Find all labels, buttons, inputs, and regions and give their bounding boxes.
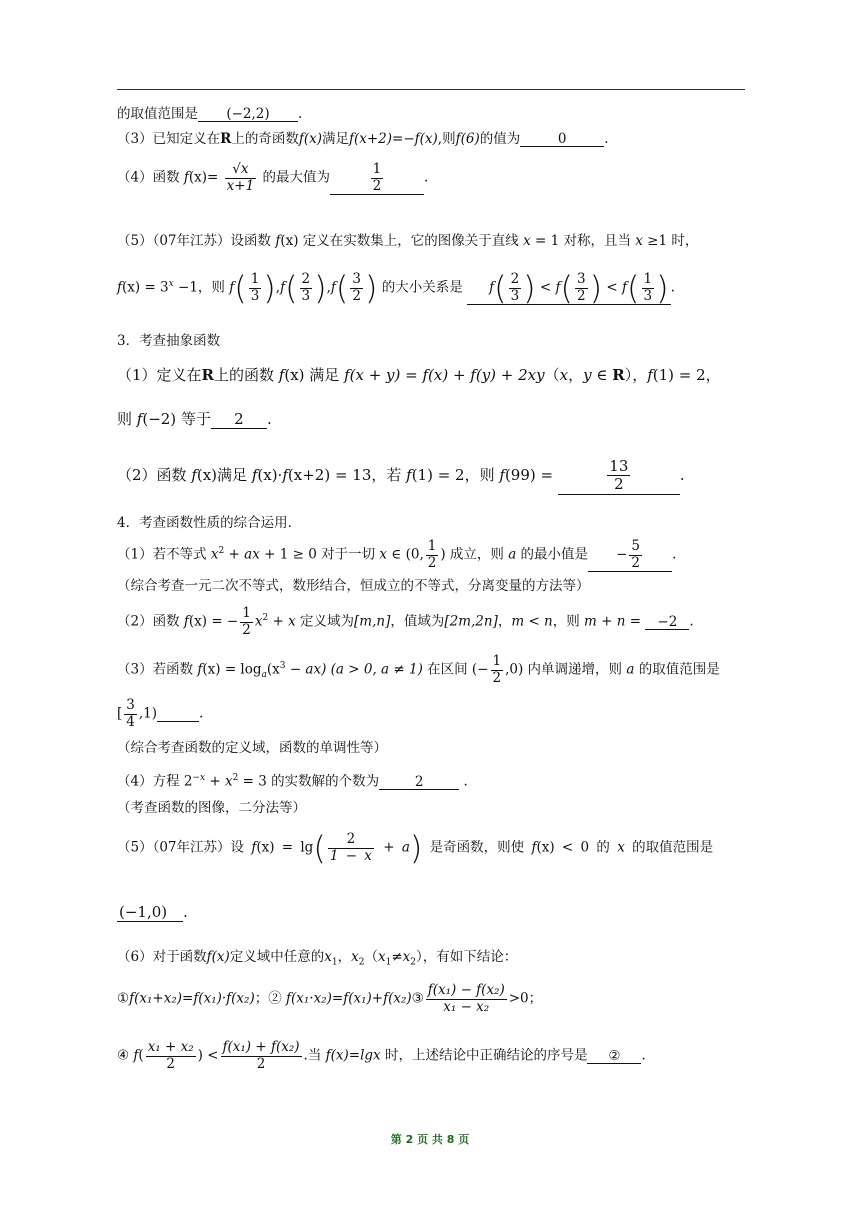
text: ④: [117, 1047, 134, 1064]
exponent: 2: [232, 773, 239, 783]
fraction: [426, 539, 439, 571]
math: f: [622, 279, 628, 296]
paren: ): [365, 269, 378, 308]
math: − ax): [285, 661, 327, 678]
math: f(x+2)=−f(x): [348, 131, 438, 147]
text: 满足: [321, 131, 349, 147]
fraction: [642, 272, 655, 304]
period: .: [459, 773, 468, 790]
numerator: 1: [643, 271, 653, 287]
math: f: [117, 279, 122, 296]
math: f: [406, 465, 412, 484]
math: (x) = log: [202, 661, 262, 678]
text: 的取值范围是: [634, 661, 720, 678]
fraction: [240, 606, 253, 638]
math: (x) = −: [188, 613, 239, 630]
answer: 2: [414, 773, 424, 790]
math: f: [278, 366, 285, 384]
note-text: （综合考查函数的定义域，函数的单调性等）: [117, 740, 387, 756]
page-footer: 第 2 页 共 8 页: [390, 1133, 470, 1146]
text: 的最小值是: [516, 546, 589, 563]
period: .: [604, 131, 609, 147]
denominator: 2: [427, 554, 437, 571]
paren: (: [560, 269, 574, 308]
note-4-1: [117, 578, 590, 594]
fraction: [124, 698, 137, 730]
denominator: 2: [631, 554, 641, 571]
answer: ②: [608, 1047, 621, 1064]
comma: ,: [275, 279, 281, 296]
math: f: [251, 465, 258, 484]
numerator: 3: [126, 697, 135, 713]
paren: (: [285, 269, 298, 308]
math: (x) = 3: [122, 279, 169, 296]
math: x: [254, 613, 263, 630]
math: m + n: [584, 613, 626, 630]
subscript: 1: [385, 957, 392, 968]
text: ,则: [437, 131, 456, 147]
numerator: 1: [492, 653, 502, 669]
math: [2m,2n]: [444, 613, 498, 630]
text: （: [544, 366, 560, 384]
math: f(x)=lgx: [325, 1047, 381, 1064]
text: 的: [589, 839, 618, 856]
text: >0；: [508, 990, 543, 1007]
numerator: 2: [346, 831, 356, 847]
paren: (: [627, 269, 640, 308]
math: x: [225, 773, 233, 790]
text: （5）（07年江苏）设函数: [117, 233, 276, 249]
paren: ): [263, 269, 276, 308]
math: f: [133, 1047, 139, 1064]
text: ），: [624, 366, 648, 384]
text: ，值域为: [390, 613, 445, 630]
math: x: [402, 949, 411, 965]
math: x: [288, 613, 296, 630]
paren: ): [656, 269, 669, 308]
answer-blank: [645, 615, 689, 630]
answer: 0: [557, 131, 567, 147]
set-R: R: [220, 131, 232, 147]
text: 上的奇函数: [231, 131, 299, 147]
numerator: 3: [577, 271, 586, 287]
paren: ): [409, 829, 423, 868]
numerator: 1: [427, 538, 437, 554]
math: =: [207, 169, 219, 186]
math: (1): [411, 465, 433, 484]
denominator: x+1: [226, 177, 255, 194]
answer-blank: [211, 412, 267, 429]
math: (x): [284, 366, 305, 384]
text: = 2，则: [432, 465, 500, 484]
lt: <: [606, 279, 618, 296]
numerator: f(x₁) − f(x₂): [427, 982, 505, 998]
answer-blank: [330, 162, 424, 195]
math: (: [138, 1047, 144, 1064]
math: f(x): [206, 949, 230, 965]
text: + 1 ≥ 0 对于一切: [259, 546, 380, 563]
problem-3-2: [117, 458, 685, 495]
period: .: [423, 169, 429, 186]
math: x: [377, 949, 386, 965]
math: f(x₁+x₂)=f(x₁)·f(x₂): [129, 990, 255, 1007]
set-R: R: [612, 366, 625, 384]
paren: (: [335, 269, 349, 308]
math: (x): [280, 233, 299, 249]
comma: ,: [326, 279, 331, 296]
text: （5）（07年江苏）设: [117, 839, 252, 856]
subscript: 1: [331, 957, 338, 968]
text: 满足: [304, 366, 345, 384]
math: x: [210, 546, 219, 563]
period: .: [670, 279, 675, 296]
math: f(x₁·x₂)=f(x₁)+f(x₂): [286, 990, 412, 1007]
numerator: x₁ + x₂: [147, 1039, 194, 1055]
numerator: 5: [631, 538, 641, 554]
math: a: [508, 546, 517, 563]
period: .: [672, 546, 677, 563]
fraction: [509, 272, 522, 304]
problem-2-5-cont: [117, 269, 675, 308]
text: （2）函数: [117, 465, 192, 484]
answer: (−1,0): [119, 903, 168, 921]
math: f: [197, 661, 203, 678]
text: 是奇函数，则使: [422, 839, 532, 856]
text: （1）若不等式: [117, 546, 211, 563]
math: a: [626, 661, 635, 678]
text: 时，上述结论中正确结论的序号是: [380, 1047, 588, 1064]
math: ax: [244, 546, 260, 563]
answer-blank: [588, 539, 672, 572]
paren: ): [589, 269, 603, 308]
fraction: [575, 272, 588, 304]
denominator: 4: [126, 713, 135, 730]
fraction: [350, 272, 363, 304]
math: (99): [504, 465, 536, 484]
text: （2）函数: [117, 613, 184, 630]
text: =: [535, 465, 558, 484]
math: f: [489, 279, 495, 296]
numerator: 13: [609, 457, 629, 475]
text: .当: [303, 1047, 326, 1064]
math: f: [330, 279, 336, 296]
problem-4-6-conclusions: [117, 983, 542, 1015]
fraction: [146, 1040, 196, 1072]
math: x: [559, 366, 569, 384]
set-R: R: [201, 366, 215, 384]
problem-4-4: [117, 773, 468, 790]
text: ，则: [552, 613, 585, 630]
math: [: [117, 705, 123, 722]
fraction: [221, 1040, 302, 1072]
text: ,0) 内单调递增，则: [505, 661, 627, 678]
period: .: [199, 705, 204, 722]
math: +: [375, 839, 402, 856]
math: (x+2): [287, 465, 331, 484]
text: 的取值范围是: [624, 839, 714, 856]
math: f: [275, 233, 281, 249]
math: +: [224, 546, 245, 563]
note-text: （综合考查一元二次不等式，数形结合，恒成立的不等式，分离变量的方法等）: [117, 578, 590, 594]
problem-4-3-answer: [117, 698, 203, 730]
exponent: 3: [279, 661, 286, 672]
text: −1，则: [173, 279, 230, 296]
math: f: [282, 465, 288, 484]
paren: (: [313, 829, 326, 868]
math: f: [229, 279, 235, 296]
problem-3-1-cont: [117, 410, 272, 429]
text: 的最大值为: [262, 169, 330, 186]
fraction: [249, 272, 262, 304]
denominator: 2: [242, 621, 251, 638]
exponent: 2: [262, 613, 269, 624]
math: (1) = 2，: [652, 366, 721, 384]
answer-blank: [558, 458, 680, 495]
period: .: [641, 1047, 646, 1064]
math: +: [268, 613, 289, 630]
numerator: 2: [301, 271, 311, 287]
text: ；②: [254, 990, 287, 1007]
math: x: [351, 949, 359, 965]
text: 的取值范围是: [117, 106, 198, 122]
math: y: [583, 366, 592, 384]
paren: (: [234, 269, 247, 308]
period: .: [183, 903, 188, 921]
problem-2-3: [117, 131, 609, 147]
answer: (−2,2): [226, 106, 270, 122]
numerator: 2: [510, 271, 520, 287]
subscript: 2: [358, 957, 365, 968]
answer: −: [616, 546, 628, 563]
text: ，: [337, 949, 352, 965]
numerator: √x: [232, 161, 249, 177]
text: 定义域为: [295, 613, 355, 630]
math: f: [555, 279, 561, 296]
math: (x)·: [257, 465, 283, 484]
numerator: 1: [250, 271, 260, 287]
math: x: [617, 839, 625, 856]
math: （4）方程 2: [117, 773, 193, 790]
math: x: [379, 546, 388, 563]
paren: (: [494, 269, 507, 308]
math: f: [499, 465, 505, 484]
fraction: [225, 162, 257, 194]
denominator: 2: [577, 287, 586, 304]
numerator: 1: [242, 605, 251, 621]
fraction: [328, 832, 374, 864]
math: (x) < 0: [536, 839, 590, 856]
math: f: [183, 613, 189, 630]
math: f(x + y) = f(x) + f(y) + 2xy: [344, 366, 545, 384]
problem-4-5-answer: [117, 903, 188, 922]
answer-blank: [157, 707, 199, 722]
exponent: −x: [192, 773, 206, 783]
math: f: [251, 839, 257, 856]
math: x: [635, 233, 643, 249]
problem-4-6-conclusion-4: [117, 1040, 646, 1072]
numerator: 3: [352, 271, 361, 287]
text: ，: [568, 366, 584, 384]
problem-4-6: [117, 949, 517, 968]
math: f: [647, 366, 653, 384]
math: f(6): [455, 131, 480, 147]
math: ≠: [391, 949, 403, 965]
answer: −2: [657, 613, 678, 630]
fraction: [426, 983, 507, 1015]
fraction: [300, 272, 313, 304]
period: .: [679, 465, 685, 484]
math: (x): [188, 169, 208, 186]
denominator: 2: [146, 1056, 196, 1073]
denominator: 3: [250, 287, 260, 304]
text: ) 成立，则: [440, 546, 509, 563]
problem-4-1: [117, 539, 676, 572]
text: 则: [117, 410, 137, 428]
text: = 13，若: [330, 465, 407, 484]
text: 在区间 (−: [422, 661, 489, 678]
text: （4）函数: [117, 169, 184, 186]
period: .: [266, 410, 272, 428]
period: .: [689, 613, 694, 630]
math: (x: [266, 661, 280, 678]
answer-blank: [467, 269, 671, 308]
math: ∈ (0,: [387, 546, 424, 563]
heading-text: 4．考查函数性质的综合运用．: [117, 515, 302, 531]
text: ，: [497, 613, 512, 630]
period: .: [298, 106, 303, 122]
text: 定义在实数集上，它的图像关于直线: [298, 233, 524, 249]
subscript: 2: [410, 957, 416, 968]
denominator: 2: [372, 177, 382, 194]
text: ），有如下结论：: [416, 949, 518, 965]
denominator: x₁ − x₂: [426, 999, 507, 1016]
math: (x) = lg: [256, 839, 314, 856]
text: 上的函数: [214, 366, 279, 384]
math: x: [523, 233, 531, 249]
text: ≥1 时，: [642, 233, 699, 249]
section-4-heading: [117, 515, 301, 531]
answer: 2: [234, 410, 244, 428]
denominator: 2: [607, 475, 630, 493]
text: 定义域中任意的: [229, 949, 325, 965]
answer-blank: [520, 132, 604, 147]
text: 满足: [217, 465, 252, 484]
math: f: [183, 169, 189, 186]
denominator: 1 − x: [329, 847, 372, 864]
denominator: 3: [510, 287, 520, 304]
math: f: [531, 839, 537, 856]
heading-text: 3．考查抽象函数: [117, 333, 221, 349]
problem-2-5: [117, 233, 698, 249]
math: a: [401, 839, 410, 856]
text: = 3 的实数解的个数为: [238, 773, 380, 790]
answer-blank: [117, 905, 183, 922]
denominator: 2: [352, 287, 361, 304]
answer-fraction: [629, 539, 642, 571]
text: （6）对于函数: [117, 949, 207, 965]
math: +: [205, 773, 226, 790]
text: 的值为: [479, 131, 521, 147]
answer-blank: [587, 1049, 641, 1064]
math: ,1): [138, 705, 158, 722]
math: ) <: [197, 1047, 219, 1064]
text: （3）已知定义在: [117, 131, 221, 147]
header-rule: [117, 89, 745, 90]
text: （1）定义在: [117, 366, 202, 384]
line-range-answer: [117, 106, 302, 122]
answer-fraction: [371, 162, 384, 194]
problem-4-5: [117, 829, 714, 868]
subscript: a: [261, 670, 267, 681]
problem-4-3: [117, 654, 720, 686]
math: f(x): [298, 131, 322, 147]
lt: <: [539, 279, 552, 296]
section-3-heading: [117, 333, 220, 349]
text: ③: [411, 990, 424, 1007]
text: ∈: [591, 366, 613, 384]
answer-blank: [198, 107, 298, 122]
problem-4-2: [117, 606, 694, 638]
paren: ): [314, 269, 327, 308]
denominator: 3: [301, 287, 311, 304]
answer-fraction: [607, 458, 630, 494]
math: m < n: [511, 613, 553, 630]
note-text: （考查函数的图像，二分法等）: [117, 800, 306, 816]
problem-3-1: [117, 366, 721, 384]
note-4-4: [117, 800, 306, 816]
paren: ): [523, 269, 536, 308]
text: = 1 对称，且当: [530, 233, 636, 249]
text: 等于: [176, 410, 211, 428]
math: =: [625, 613, 646, 630]
exponent: 2: [218, 546, 225, 557]
answer-blank: [379, 775, 459, 790]
fraction: [491, 654, 504, 686]
denominator: 2: [221, 1056, 302, 1073]
text: ①: [117, 990, 130, 1007]
math: f: [191, 465, 197, 484]
numerator: f(x₁) + f(x₂): [222, 1039, 300, 1055]
math: (−2): [142, 410, 177, 428]
text: （: [364, 949, 378, 965]
text: 的大小关系是: [377, 279, 463, 296]
math: f: [280, 279, 286, 296]
math: (a > 0, a ≠ 1): [326, 661, 423, 678]
exponent: x: [168, 279, 174, 290]
text: （3）若函数: [117, 661, 198, 678]
denominator: 3: [643, 287, 653, 304]
denominator: 2: [492, 669, 502, 686]
problem-2-4: [117, 162, 428, 195]
math: x: [324, 949, 332, 965]
numerator: 1: [372, 161, 382, 177]
math: f: [136, 410, 143, 428]
math: [m,n]: [354, 613, 391, 630]
note-4-3: [117, 740, 387, 756]
math: (x): [196, 465, 218, 484]
